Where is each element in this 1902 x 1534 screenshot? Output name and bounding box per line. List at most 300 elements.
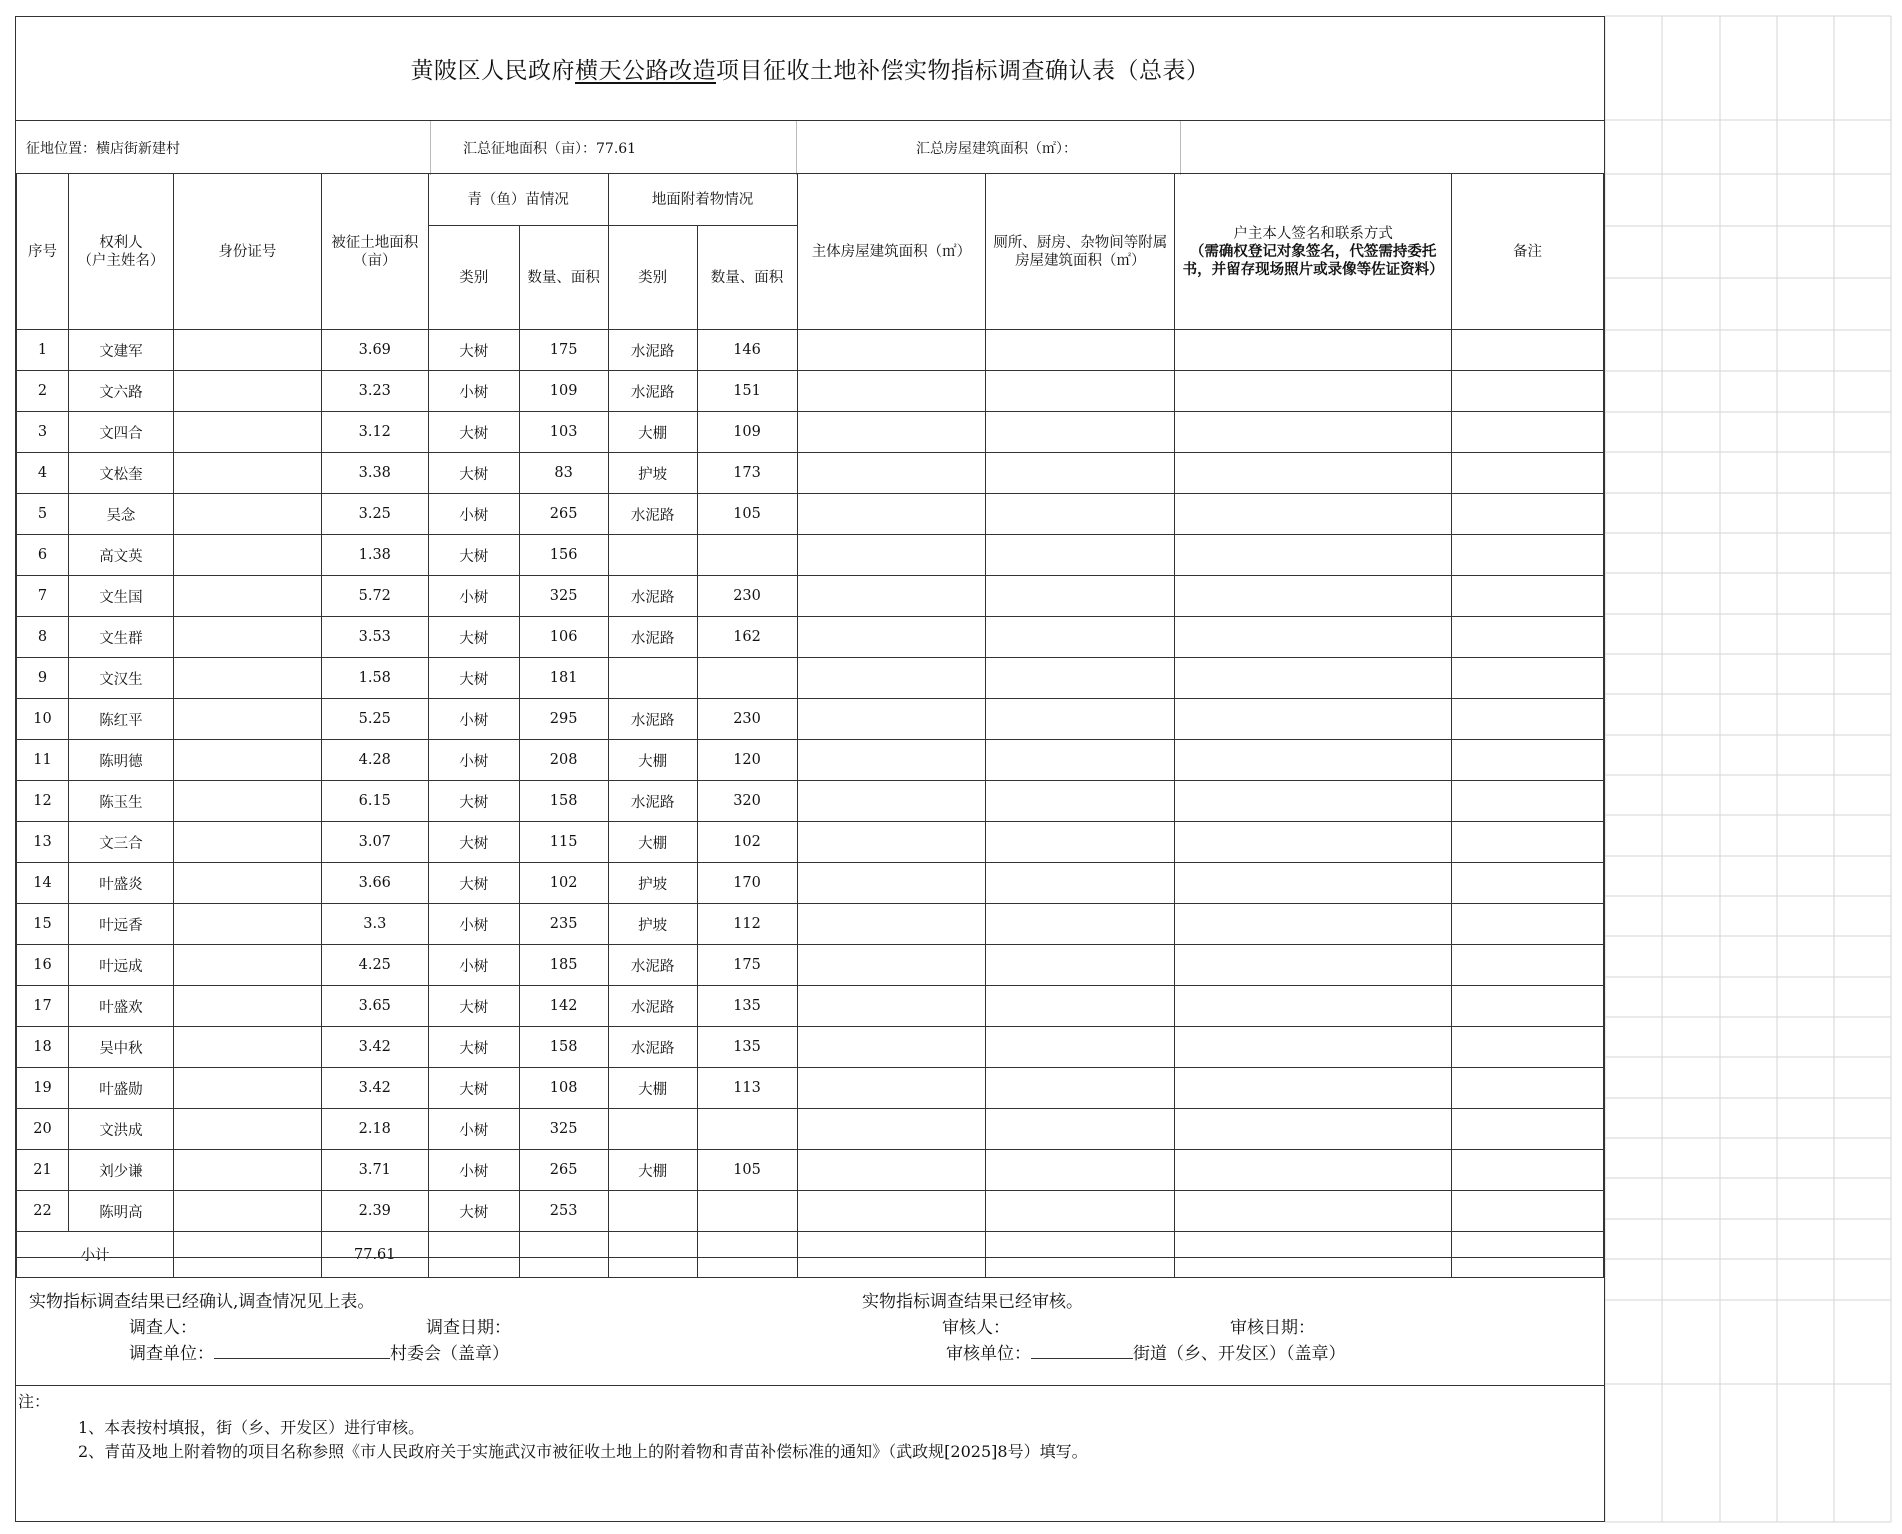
row-aux-house-area[interactable] <box>986 822 1175 863</box>
row-aux-house-area[interactable] <box>986 658 1175 699</box>
row-id-number[interactable] <box>173 1109 321 1150</box>
row-aux-house-area[interactable] <box>986 1027 1175 1068</box>
row-seq: 9 <box>17 658 69 699</box>
row-seq: 20 <box>17 1109 69 1150</box>
row-seedling-quantity: 106 <box>519 617 608 658</box>
table-row <box>17 1027 1604 1068</box>
village-seal-label: 村委会（盖章） <box>390 1344 509 1364</box>
row-main-house-area[interactable] <box>797 1027 986 1068</box>
row-attachment-category: 水泥路 <box>608 945 697 986</box>
total-land-area <box>430 121 790 175</box>
row-seq: 7 <box>17 576 69 617</box>
row-id-number[interactable] <box>173 412 321 453</box>
row-aux-house-area[interactable] <box>986 1109 1175 1150</box>
land-location-text: 征地位置：横店街新建村 <box>26 141 180 157</box>
row-aux-house-area[interactable] <box>986 945 1175 986</box>
row-seedling-quantity: 158 <box>519 781 608 822</box>
row-attachment-category: 护坡 <box>608 904 697 945</box>
table-row <box>17 904 1604 945</box>
row-seedling-quantity: 181 <box>519 658 608 699</box>
row-remarks[interactable] <box>1452 1027 1604 1068</box>
row-seedling-quantity: 325 <box>519 576 608 617</box>
row-attachment-category <box>608 1109 697 1150</box>
row-land-area: 3.42 <box>321 1027 428 1068</box>
table-row <box>17 494 1604 535</box>
row-seedling-category: 大树 <box>428 1027 519 1068</box>
row-attachment-quantity: 173 <box>697 453 797 494</box>
row-main-house-area[interactable] <box>797 904 986 945</box>
row-signature[interactable] <box>1175 1109 1452 1150</box>
header-remarks: 备注 <box>1452 174 1604 330</box>
row-remarks[interactable] <box>1452 330 1604 371</box>
investigate-unit <box>129 1339 509 1364</box>
row-owner-name: 刘少谦 <box>68 1150 173 1191</box>
row-attachment-quantity <box>697 1109 797 1150</box>
row-aux-house-area[interactable] <box>986 617 1175 658</box>
row-id-number[interactable] <box>173 453 321 494</box>
header-seedling-quantity: 数量、面积 <box>519 226 608 330</box>
header-land-area-line1: 被征土地面积 <box>331 234 419 251</box>
row-aux-house-area[interactable] <box>986 535 1175 576</box>
total-land-area-text: 汇总征地面积（亩）：77.61 <box>463 141 637 157</box>
row-seedling-category: 大树 <box>428 453 519 494</box>
row-land-area: 3.69 <box>321 330 428 371</box>
notes-section <box>16 1385 1604 1522</box>
table-row <box>17 330 1604 371</box>
row-id-number[interactable] <box>173 740 321 781</box>
confirmation-section <box>16 1257 1604 1385</box>
row-attachment-quantity <box>697 535 797 576</box>
row-seedling-category: 小树 <box>428 494 519 535</box>
row-seedling-category: 大树 <box>428 535 519 576</box>
table-row <box>17 699 1604 740</box>
row-owner-name: 吴中秋 <box>68 1027 173 1068</box>
table-row <box>17 535 1604 576</box>
row-main-house-area[interactable] <box>797 1109 986 1150</box>
row-seq: 3 <box>17 412 69 453</box>
row-land-area: 3.66 <box>321 863 428 904</box>
row-seq: 14 <box>17 863 69 904</box>
row-seq: 19 <box>17 1068 69 1109</box>
row-seq: 10 <box>17 699 69 740</box>
row-signature[interactable] <box>1175 781 1452 822</box>
row-signature[interactable] <box>1175 986 1452 1027</box>
header-id-number: 身份证号 <box>173 174 321 330</box>
row-attachment-quantity: 135 <box>697 1027 797 1068</box>
row-land-area: 3.71 <box>321 1150 428 1191</box>
row-attachment-quantity: 146 <box>697 330 797 371</box>
row-seq: 13 <box>17 822 69 863</box>
row-main-house-area[interactable] <box>797 699 986 740</box>
row-aux-house-area[interactable] <box>986 453 1175 494</box>
row-main-house-area[interactable] <box>797 986 986 1027</box>
row-id-number[interactable] <box>173 1150 321 1191</box>
row-owner-name: 吴念 <box>68 494 173 535</box>
row-seedling-quantity: 265 <box>519 1150 608 1191</box>
row-attachment-quantity: 230 <box>697 576 797 617</box>
header-owner-line2: （户主姓名） <box>77 252 165 269</box>
row-signature[interactable] <box>1175 494 1452 535</box>
row-seq: 22 <box>17 1191 69 1232</box>
land-location <box>26 121 426 175</box>
row-remarks[interactable] <box>1452 412 1604 453</box>
row-land-area: 5.25 <box>321 699 428 740</box>
row-seedling-quantity: 102 <box>519 863 608 904</box>
title-prefix: 黄陂区人民政府 <box>410 58 575 84</box>
row-main-house-area[interactable] <box>797 1150 986 1191</box>
row-id-number[interactable] <box>173 904 321 945</box>
header-main-house: 主体房屋建筑面积（㎡） <box>797 174 986 330</box>
row-id-number[interactable] <box>173 576 321 617</box>
header-land-area <box>321 174 428 330</box>
row-remarks[interactable] <box>1452 535 1604 576</box>
row-land-area: 4.28 <box>321 740 428 781</box>
row-attachment-quantity: 175 <box>697 945 797 986</box>
row-attachment-category: 水泥路 <box>608 699 697 740</box>
row-seq: 6 <box>17 535 69 576</box>
row-signature[interactable] <box>1175 453 1452 494</box>
row-seedling-category: 大树 <box>428 986 519 1027</box>
row-attachment-quantity: 112 <box>697 904 797 945</box>
row-id-number[interactable] <box>173 945 321 986</box>
row-remarks[interactable] <box>1452 699 1604 740</box>
sheet-title <box>16 17 1604 121</box>
row-id-number[interactable] <box>173 863 321 904</box>
row-seedling-quantity: 325 <box>519 1109 608 1150</box>
row-aux-house-area[interactable] <box>986 1068 1175 1109</box>
row-id-number[interactable] <box>173 494 321 535</box>
row-seedling-quantity: 295 <box>519 699 608 740</box>
row-signature[interactable] <box>1175 535 1452 576</box>
review-date-label: 审核日期： <box>1230 1318 1315 1338</box>
row-id-number[interactable] <box>173 1068 321 1109</box>
row-signature[interactable] <box>1175 945 1452 986</box>
row-seq: 12 <box>17 781 69 822</box>
row-seq: 2 <box>17 371 69 412</box>
row-main-house-area[interactable] <box>797 412 986 453</box>
review-statement: 实物指标调查结果已经审核。 <box>862 1292 1083 1312</box>
row-attachment-category: 护坡 <box>608 863 697 904</box>
row-seq: 4 <box>17 453 69 494</box>
row-seq: 16 <box>17 945 69 986</box>
row-id-number[interactable] <box>173 1191 321 1232</box>
info-divider <box>1180 121 1181 175</box>
row-land-area: 3.53 <box>321 617 428 658</box>
subtotal-land-area: 77.61 <box>321 1232 428 1278</box>
row-owner-name: 叶盛炎 <box>68 863 173 904</box>
row-signature[interactable] <box>1175 371 1452 412</box>
row-main-house-area[interactable] <box>797 822 986 863</box>
row-attachment-category <box>608 535 697 576</box>
row-seedling-quantity: 83 <box>519 453 608 494</box>
row-seedling-category: 小树 <box>428 576 519 617</box>
row-land-area: 2.18 <box>321 1109 428 1150</box>
row-seedling-category: 小树 <box>428 740 519 781</box>
row-aux-house-area[interactable] <box>986 412 1175 453</box>
row-seedling-quantity: 109 <box>519 371 608 412</box>
header-signature-note: （需确权登记对象签名，代签需持委托书，并留存现场照片或录像等佐证资料） <box>1182 242 1444 278</box>
row-seedling-quantity: 175 <box>519 330 608 371</box>
row-aux-house-area[interactable] <box>986 699 1175 740</box>
row-owner-name: 陈玉生 <box>68 781 173 822</box>
row-attachment-quantity: 113 <box>697 1068 797 1109</box>
row-attachment-quantity: 105 <box>697 494 797 535</box>
row-seedling-category: 大树 <box>428 781 519 822</box>
row-seedling-category: 小树 <box>428 699 519 740</box>
header-attachment-quantity: 数量、面积 <box>697 226 797 330</box>
table-row <box>17 617 1604 658</box>
row-main-house-area[interactable] <box>797 1068 986 1109</box>
row-seedling-category: 大树 <box>428 1068 519 1109</box>
row-signature[interactable] <box>1175 576 1452 617</box>
row-remarks[interactable] <box>1452 781 1604 822</box>
row-signature[interactable] <box>1175 904 1452 945</box>
row-main-house-area[interactable] <box>797 617 986 658</box>
row-aux-house-area[interactable] <box>986 576 1175 617</box>
row-attachment-category: 水泥路 <box>608 371 697 412</box>
row-main-house-area[interactable] <box>797 535 986 576</box>
row-aux-house-area[interactable] <box>986 330 1175 371</box>
row-remarks[interactable] <box>1452 863 1604 904</box>
row-land-area: 6.15 <box>321 781 428 822</box>
row-id-number[interactable] <box>173 699 321 740</box>
row-attachment-category: 水泥路 <box>608 986 697 1027</box>
row-seedling-category: 大树 <box>428 863 519 904</box>
row-signature[interactable] <box>1175 1150 1452 1191</box>
row-attachment-quantity: 170 <box>697 863 797 904</box>
table-row <box>17 945 1604 986</box>
row-owner-name: 陈明德 <box>68 740 173 781</box>
row-remarks[interactable] <box>1452 371 1604 412</box>
row-attachment-quantity: 109 <box>697 412 797 453</box>
row-remarks[interactable] <box>1452 1150 1604 1191</box>
row-remarks[interactable] <box>1452 453 1604 494</box>
row-main-house-area[interactable] <box>797 371 986 412</box>
row-aux-house-area[interactable] <box>986 1191 1175 1232</box>
table-row <box>17 453 1604 494</box>
row-main-house-area[interactable] <box>797 453 986 494</box>
header-land-area-line2: （亩） <box>353 252 397 269</box>
row-seq: 18 <box>17 1027 69 1068</box>
row-remarks[interactable] <box>1452 617 1604 658</box>
table-row <box>17 986 1604 1027</box>
row-attachment-quantity: 162 <box>697 617 797 658</box>
row-owner-name: 文松奎 <box>68 453 173 494</box>
row-attachment-category: 水泥路 <box>608 617 697 658</box>
investigate-date-label: 调查日期： <box>426 1318 511 1338</box>
row-remarks[interactable] <box>1452 1068 1604 1109</box>
row-main-house-area[interactable] <box>797 330 986 371</box>
investigator-label: 调查人： <box>129 1318 197 1338</box>
row-attachment-quantity: 102 <box>697 822 797 863</box>
row-attachment-quantity: 135 <box>697 986 797 1027</box>
row-owner-name: 文四合 <box>68 412 173 453</box>
row-land-area: 3.23 <box>321 371 428 412</box>
row-aux-house-area[interactable] <box>986 740 1175 781</box>
row-land-area: 1.38 <box>321 535 428 576</box>
row-main-house-area[interactable] <box>797 740 986 781</box>
row-owner-name: 叶远香 <box>68 904 173 945</box>
row-seedling-category: 大树 <box>428 330 519 371</box>
row-main-house-area[interactable] <box>797 494 986 535</box>
header-attachment-group: 地面附着物情况 <box>608 174 797 226</box>
row-signature[interactable] <box>1175 617 1452 658</box>
survey-table <box>16 173 1604 1278</box>
row-main-house-area[interactable] <box>797 945 986 986</box>
row-seedling-category: 大树 <box>428 1191 519 1232</box>
row-remarks[interactable] <box>1452 904 1604 945</box>
row-land-area: 3.38 <box>321 453 428 494</box>
row-signature[interactable] <box>1175 412 1452 453</box>
row-aux-house-area[interactable] <box>986 986 1175 1027</box>
row-signature[interactable] <box>1175 658 1452 699</box>
survey-sheet <box>15 16 1605 1522</box>
row-remarks[interactable] <box>1452 740 1604 781</box>
header-attachment-category: 类别 <box>608 226 697 330</box>
row-signature[interactable] <box>1175 1027 1452 1068</box>
row-owner-name: 陈红平 <box>68 699 173 740</box>
row-owner-name: 叶远成 <box>68 945 173 986</box>
header-seedling-group: 青（鱼）苗情况 <box>428 174 608 226</box>
row-remarks[interactable] <box>1452 1109 1604 1150</box>
row-attachment-category: 大棚 <box>608 412 697 453</box>
header-aux-house: 厕所、厨房、杂物间等附属房屋建筑面积（㎡） <box>986 174 1175 330</box>
row-attachment-category: 水泥路 <box>608 781 697 822</box>
row-seq: 8 <box>17 617 69 658</box>
header-seedling-category: 类别 <box>428 226 519 330</box>
row-attachment-quantity: 151 <box>697 371 797 412</box>
row-id-number[interactable] <box>173 1027 321 1068</box>
row-seedling-category: 大树 <box>428 617 519 658</box>
row-attachment-quantity: 230 <box>697 699 797 740</box>
row-remarks[interactable] <box>1452 986 1604 1027</box>
row-main-house-area[interactable] <box>797 576 986 617</box>
row-seedling-quantity: 253 <box>519 1191 608 1232</box>
row-remarks[interactable] <box>1452 658 1604 699</box>
note-item-2: 2、青苗及地上附着物的项目名称参照《市人民政府关于实施武汉市被征收土地上的附着物和青苗补偿标准的通知》（武政规[2025]8号）填写。 <box>78 1442 1088 1461</box>
row-land-area: 4.25 <box>321 945 428 986</box>
row-main-house-area[interactable] <box>797 781 986 822</box>
row-seedling-quantity: 103 <box>519 412 608 453</box>
row-seedling-category: 小树 <box>428 904 519 945</box>
row-signature[interactable] <box>1175 740 1452 781</box>
row-id-number[interactable] <box>173 986 321 1027</box>
row-signature[interactable] <box>1175 1068 1452 1109</box>
row-owner-name: 高文英 <box>68 535 173 576</box>
row-owner-name: 文生群 <box>68 617 173 658</box>
row-id-number[interactable] <box>173 658 321 699</box>
row-seedling-category: 大树 <box>428 658 519 699</box>
row-seedling-quantity: 235 <box>519 904 608 945</box>
row-remarks[interactable] <box>1452 494 1604 535</box>
table-row <box>17 1068 1604 1109</box>
row-seq: 21 <box>17 1150 69 1191</box>
row-seq: 1 <box>17 330 69 371</box>
table-row <box>17 781 1604 822</box>
row-remarks[interactable] <box>1452 576 1604 617</box>
row-attachment-quantity: 320 <box>697 781 797 822</box>
row-attachment-category: 水泥路 <box>608 576 697 617</box>
row-id-number[interactable] <box>173 781 321 822</box>
investigate-unit-blank[interactable] <box>214 1343 390 1359</box>
row-seedling-quantity: 142 <box>519 986 608 1027</box>
row-attachment-category: 大棚 <box>608 822 697 863</box>
row-signature[interactable] <box>1175 822 1452 863</box>
row-aux-house-area[interactable] <box>986 371 1175 412</box>
row-seedling-quantity: 158 <box>519 1027 608 1068</box>
table-row <box>17 576 1604 617</box>
review-unit <box>946 1339 1346 1364</box>
total-building-area-text: 汇总房屋建筑面积（㎡）： <box>916 141 1077 157</box>
row-seedling-quantity: 265 <box>519 494 608 535</box>
row-attachment-category: 大棚 <box>608 1068 697 1109</box>
review-unit-blank[interactable] <box>1031 1343 1133 1359</box>
row-aux-house-area[interactable] <box>986 863 1175 904</box>
row-aux-house-area[interactable] <box>986 781 1175 822</box>
row-id-number[interactable] <box>173 617 321 658</box>
table-row <box>17 371 1604 412</box>
row-seq: 5 <box>17 494 69 535</box>
table-row <box>17 863 1604 904</box>
row-owner-name: 文三合 <box>68 822 173 863</box>
row-seq: 15 <box>17 904 69 945</box>
row-owner-name: 叶盛勋 <box>68 1068 173 1109</box>
row-owner-name: 文洪成 <box>68 1109 173 1150</box>
row-main-house-area[interactable] <box>797 658 986 699</box>
row-id-number[interactable] <box>173 330 321 371</box>
header-signature-line1: 户主本人签名和联系方式 <box>1233 225 1393 242</box>
title-project: 横天公路改造 <box>575 58 716 84</box>
row-owner-name: 文六路 <box>68 371 173 412</box>
row-signature[interactable] <box>1175 330 1452 371</box>
row-id-number[interactable] <box>173 535 321 576</box>
row-attachment-category: 水泥路 <box>608 494 697 535</box>
row-attachment-category: 水泥路 <box>608 330 697 371</box>
row-main-house-area[interactable] <box>797 1191 986 1232</box>
table-row <box>17 1191 1604 1232</box>
row-land-area: 3.12 <box>321 412 428 453</box>
row-id-number[interactable] <box>173 822 321 863</box>
header-owner-line1: 权利人 <box>99 234 143 251</box>
row-seedling-category: 小树 <box>428 371 519 412</box>
row-aux-house-area[interactable] <box>986 1150 1175 1191</box>
table-row <box>17 658 1604 699</box>
row-signature[interactable] <box>1175 1191 1452 1232</box>
investigate-unit-label: 调查单位： <box>129 1344 214 1364</box>
row-remarks[interactable] <box>1452 945 1604 986</box>
row-signature[interactable] <box>1175 699 1452 740</box>
row-aux-house-area[interactable] <box>986 494 1175 535</box>
row-owner-name: 陈明高 <box>68 1191 173 1232</box>
row-remarks[interactable] <box>1452 1191 1604 1232</box>
row-main-house-area[interactable] <box>797 863 986 904</box>
row-signature[interactable] <box>1175 863 1452 904</box>
row-land-area: 3.65 <box>321 986 428 1027</box>
row-attachment-quantity <box>697 658 797 699</box>
row-seq: 17 <box>17 986 69 1027</box>
row-seedling-quantity: 115 <box>519 822 608 863</box>
header-signature <box>1175 174 1452 330</box>
row-aux-house-area[interactable] <box>986 904 1175 945</box>
row-land-area: 1.58 <box>321 658 428 699</box>
row-owner-name: 文建军 <box>68 330 173 371</box>
row-seedling-quantity: 108 <box>519 1068 608 1109</box>
header-owner <box>68 174 173 330</box>
row-id-number[interactable] <box>173 371 321 412</box>
row-land-area: 3.25 <box>321 494 428 535</box>
row-land-area: 2.39 <box>321 1191 428 1232</box>
row-remarks[interactable] <box>1452 822 1604 863</box>
